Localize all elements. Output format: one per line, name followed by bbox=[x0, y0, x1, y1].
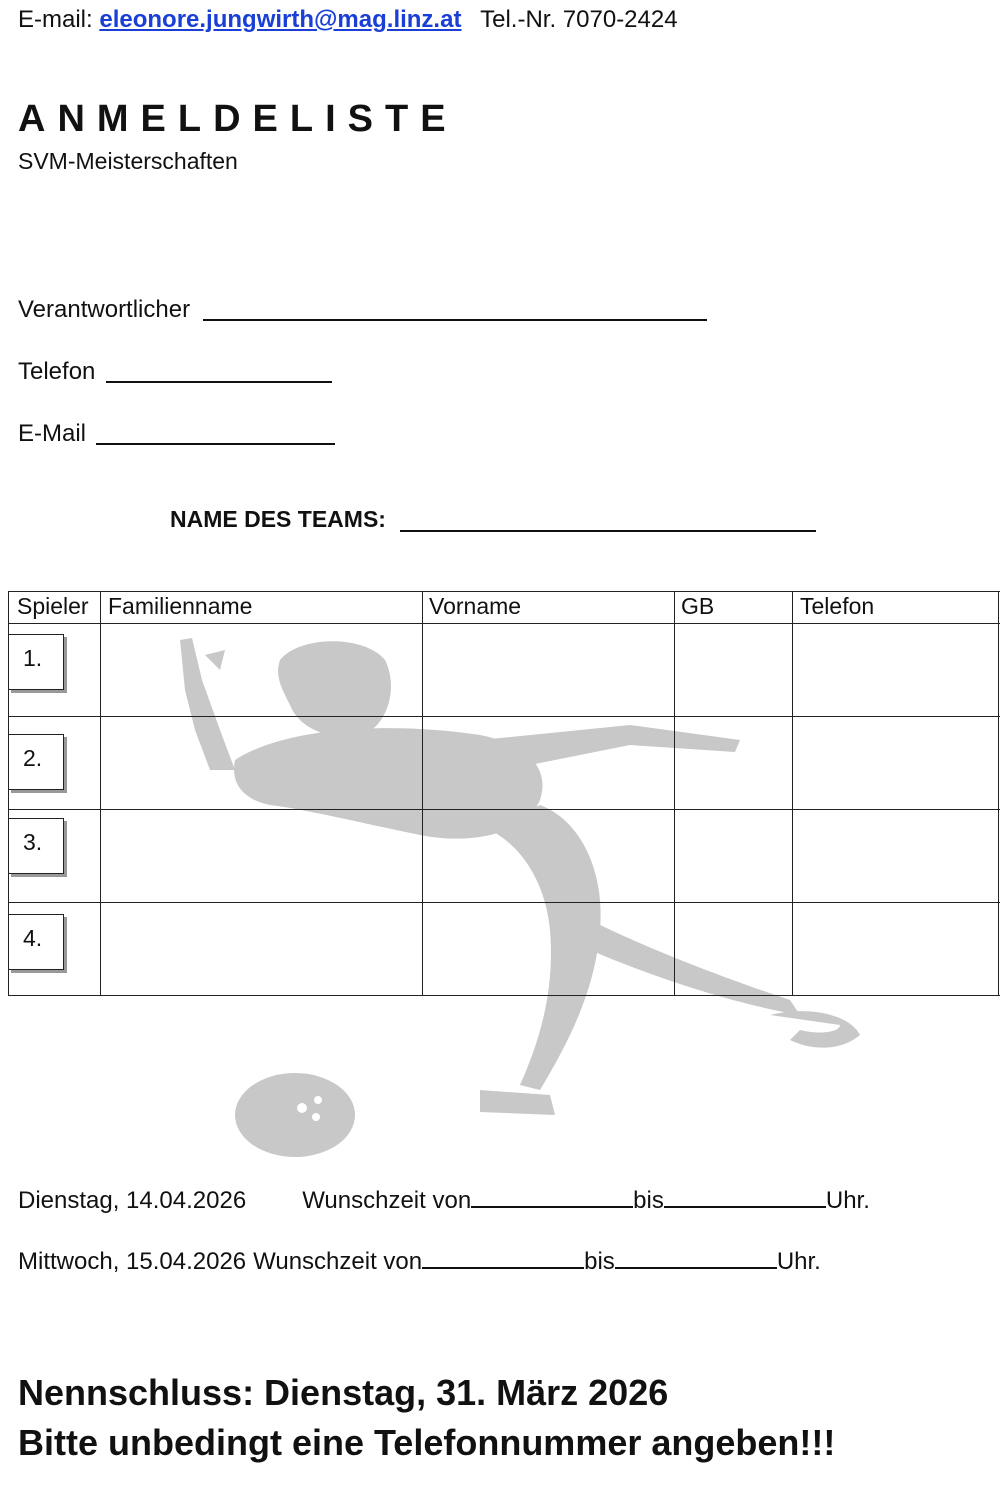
email-link[interactable]: eleonore.jungwirth@mag.linz.at bbox=[99, 6, 462, 33]
responsible-label: Verantwortlicher bbox=[18, 296, 191, 323]
schedule-from-label: Wunschzeit von bbox=[253, 1248, 423, 1275]
column-header-birthdate: GB bbox=[681, 593, 715, 619]
email-field[interactable] bbox=[96, 443, 335, 445]
time-to-field[interactable] bbox=[664, 1184, 826, 1208]
row-number-box: 2. bbox=[8, 734, 64, 790]
column-header-phone: Telefon bbox=[800, 593, 875, 619]
page-subtitle: SVM-Meisterschaften bbox=[18, 148, 238, 174]
deadline-notice bbox=[18, 1368, 835, 1468]
team-name-label: NAME DES TEAMS: bbox=[170, 506, 386, 532]
schedule-from-label: Wunschzeit von bbox=[302, 1187, 472, 1214]
deadline-date: Nennschluss: Dienstag, 31. März 2026 bbox=[18, 1372, 669, 1413]
schedule-to-label: bis bbox=[584, 1248, 615, 1275]
row-number-box: 1. bbox=[8, 634, 64, 690]
row-number-box: 3. bbox=[8, 818, 64, 874]
column-header-surname: Familienname bbox=[108, 593, 253, 619]
phone-label: Telefon bbox=[18, 358, 96, 385]
tel-number: Tel.-Nr. 7070-2424 bbox=[480, 6, 678, 33]
phone-reminder: Bitte unbedingt eine Telefonnummer angeben!!! bbox=[18, 1422, 836, 1463]
player-table bbox=[8, 591, 1000, 996]
page-title: ANMELDELISTE bbox=[18, 98, 458, 140]
schedule-unit: Uhr. bbox=[825, 1187, 870, 1214]
email-field-label: E-Mail bbox=[18, 420, 87, 447]
team-name-field[interactable] bbox=[400, 530, 816, 532]
phone-field[interactable] bbox=[106, 381, 332, 383]
email-label: E-mail: bbox=[18, 6, 93, 33]
time-from-field[interactable] bbox=[422, 1245, 584, 1269]
column-header-firstname: Vorname bbox=[429, 593, 522, 619]
time-from-field[interactable] bbox=[471, 1184, 633, 1208]
schedule-unit: Uhr. bbox=[776, 1248, 821, 1275]
schedule-day: Mittwoch, 15.04.2026 bbox=[18, 1248, 247, 1275]
row-number-box: 4. bbox=[8, 914, 64, 970]
schedule-row bbox=[18, 1245, 821, 1276]
schedule-to-label: bis bbox=[633, 1187, 664, 1214]
time-to-field[interactable] bbox=[615, 1245, 777, 1269]
schedule-row bbox=[18, 1184, 870, 1215]
responsible-field[interactable] bbox=[203, 319, 707, 321]
contact-line bbox=[18, 6, 678, 34]
schedule-day: Dienstag, 14.04.2026 bbox=[18, 1187, 247, 1214]
column-header-player: Spieler bbox=[17, 593, 89, 619]
